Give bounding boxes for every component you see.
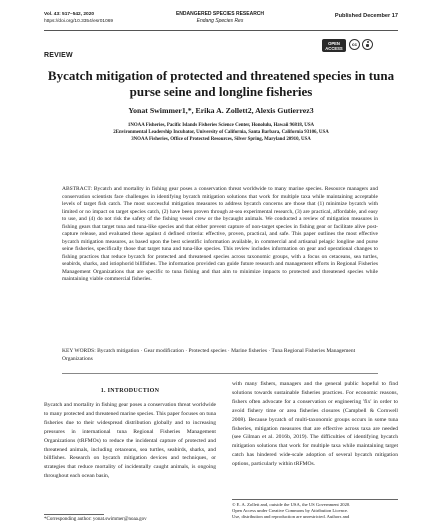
copyright-line-3: Use, distribution and reproduction are unrestricted. Authors and [232,514,350,519]
introduction-right-column: with many fishers, managers and the general public hopeful to find solutions towards sustainable fisheries practices. For economic reasons, fishers often advocate for a conservation or engineering 'fix' in order to avoid fishery time or area fisheries closures (Campbell & Cornwell 2008). Because bycatch of multi-taxonomic groups occurs in some tuna fisheries, mitigation measures that are effective across taxa are needed (see Gilman et al. 2016b, 2019). The difficulties of identifying bycatch mitigation solutions that work for multiple taxa while maintaining target catch has hindered wide-scale adoption of several bycatch mitigation options, particularly within tRFMOs. [232,381,398,468]
introduction-left-column: Bycatch and mortality in fishing gear poses a conservation threat worldwide to many protected and threatened marine species. This paper focuses on tuna fisheries due to their widespread distribution globally and to increasing pressures in international tuna Regional Fisheries Management Organizations (tRFMOs) to reduce the incidental capture of protected and threatened animals, including cetaceans, sea turtles, seabirds, sharks, and billfishes. Research on bycatch mitigation devices and techniques, or strategies that reduce mortality of incidentally caught animals, is ongoing throughout each ocean basin, [44,402,216,480]
journal-name: ENDANGERED SPECIES RESEARCH [175,11,265,17]
author-list: Yonat Swimmer1,*, Erika A. Zollett2, Alexis Gutierrez3 [128,106,314,115]
open-access-label-2: ACCESS [325,45,343,51]
copyright-line-1: © E. A. Zollett and, outside the USA, the US Government 2020. [232,502,351,507]
affiliation-1: 1NOAA Fisheries, Pacific Islands Fisheries Science Center, Honolulu, Hawaii 96818, USA [127,123,315,128]
attribution-icon[interactable] [362,39,373,50]
keywords-divider [62,373,378,374]
keywords: KEY WORDS: Bycatch mitigation · Gear modification · Protected species · Marine fisheries · Tuna Regional Fisheries Management Organizations [62,348,356,362]
affiliations [44,122,398,143]
abstract: ABSTRACT: Bycatch and mortality in fishing gear poses a conservation threat worldwide to many marine species. Resource managers and conservation scientists face challenges in identifying bycatch mitigation solutions that work for multiple taxa while maintaining acceptable levels of target fish catch. The most successful mitigation measures to address bycatch concerns are those that (1) minimize bycatch with limited or no impact on target species catch, (2) have been proven through at-sea experimental research, (3) are practical, affordable, and easy to use, and (4) do not risk the safety of the fishing vessel crew or the bycaught animals. We conducted a review of mitigation measures in fishing gears that target tuna and tuna-like species and that either prevent capture of non-target species in fishing gear or facilitate alive post-capture release, and evaluated these against 4 defined criteria: effective, proven, practical, and safe. This paper outlines the most effective bycatch mitigation measures, as based upon the best scientific information available, in commercial and artisanal pelagic longline and purse seine fisheries, specifically those that target tuna and tuna-like species. This review includes information on gear and operational changes to fishing practices that reduce bycatch for protected and threatened species across taxonomic groups, with a focus on cetaceans, sea turtles, seabirds, sharks, and istiophorid billfishes. The information provided can guide future research and management efforts in Regional Fisheries Management Organizations that are specific to tuna fishing and that aim to minimize impacts to protected and threatened species while maintaining viable commercial fisheries. [62,186,378,282]
running-header-center [160,11,280,25]
copyright-line-2: Open Access under Creative Commons by Attribution Licence. [232,508,349,513]
volume-pages: Vol. 43: 517–542, 2020 [44,12,95,17]
corresponding-author-footnote[interactable]: *Corresponding author: yonat.swimmer@noaa.gov [44,517,147,522]
running-header-left [44,11,164,25]
copyright-divider [232,499,398,500]
copyright-notice [232,502,398,520]
creative-commons-icon[interactable]: cc [349,39,360,50]
affiliation-3: 3NOAA Fisheries, Office of Protected Resources, Silver Spring, Maryland 20910, USA [131,137,311,142]
attribution-icon-head [367,41,369,43]
header-divider [44,30,398,31]
affiliation-2: 2Environmental Leadership Incubator, University of California, Santa Barbara, California 93106, USA [113,130,329,135]
doi-link[interactable]: https://doi.org/10.3354/esr01069 [44,19,114,24]
journal-abbrev: Endang Species Res [196,18,244,24]
published-date: Published December 17 [334,13,398,19]
section-label: REVIEW [44,52,73,59]
open-access-label-1: OPEN [328,40,340,46]
attribution-icon-body [366,44,369,48]
introduction-heading: 1. INTRODUCTION [100,388,160,394]
article-title: Bycatch mitigation of protected and threatened species in tuna purse seine and longline fisheries [47,68,395,99]
footnote-divider [44,514,104,515]
open-access-badge[interactable] [322,39,346,52]
